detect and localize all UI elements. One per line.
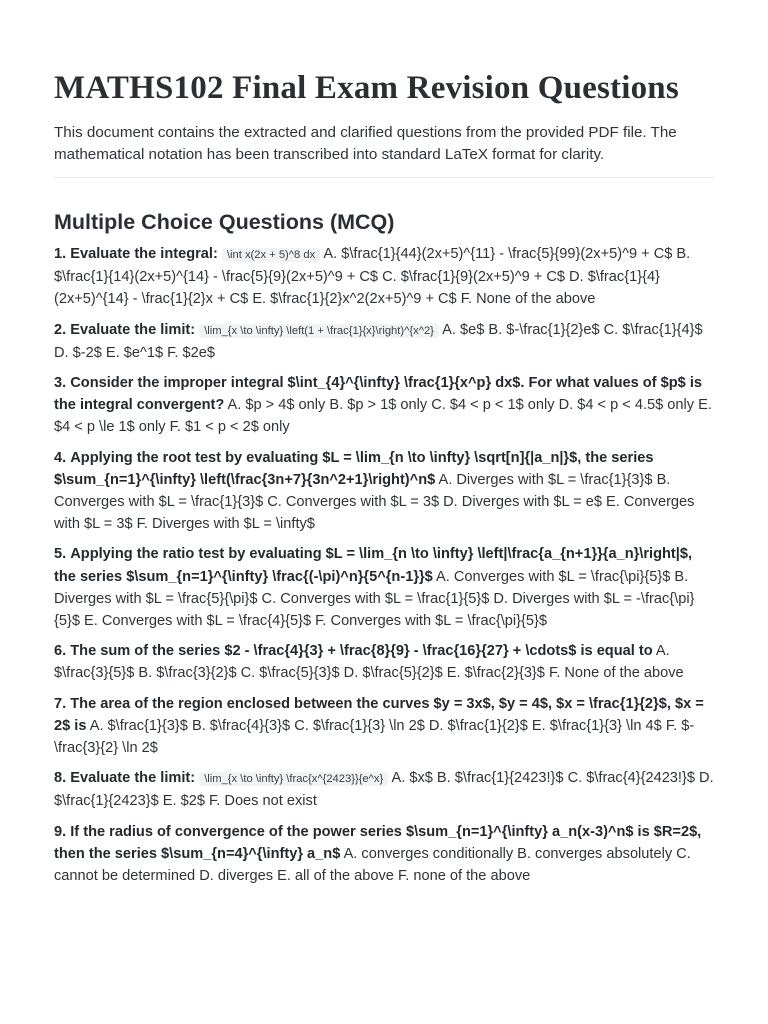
question-options: A. Converges with $L = \frac{\pi}{5}$ B. Diverges with $L = \frac{5}{\pi}$ C. Converges with $L = \frac{1}{5}$ D. Diverges with $L = -\frac{\pi}{5}$ E. Converges with $L = \frac{4}{5}$ F. Converges with $L = \frac{\pi}{5}$ [54,568,695,630]
question-prompt: Evaluate the limit: [70,321,196,338]
question-prompt: Applying the root test by evaluating $L = \lim_{n \to \infty} \sqrt[n]{|a_n|}$, the series $\sum_{n=1}^{\infty} \left(\frac{3n+7}{3n^2+1}\right)^n$ [54,449,654,488]
question-options: A. $e$ B. $-\frac{1}{2}e$ C. $\frac{1}{4}$ D. $-2$ E. $e^1$ F. $2e$ [54,321,703,361]
question-number: 7. [54,695,67,712]
question-options: A. converges conditionally B. converges absolutely C. cannot be determined D. diverges E. all of the above F. none of the above [54,845,691,885]
question-8 [54,767,714,812]
page-title: MATHS102 Final Exam Revision Questions [54,70,679,106]
question-number: 2. [54,321,67,338]
question-options: A. $\frac{3}{5}$ B. $\frac{3}{2}$ C. $\frac{5}{3}$ D. $\frac{5}{2}$ E. $\frac{2}{3}$ F. None of the above [54,643,684,682]
question-9 [54,821,714,888]
section-heading-mcq: Multiple Choice Questions (MCQ) [54,210,395,234]
question-prompt: The sum of the series $2 - \frac{4}{3} + \frac{8}{9} - \frac{16}{27} + \cdots$ is equal to [70,643,653,660]
question-prompt: If the radius of convergence of the power series $\sum_{n=1}^{\infty} a_n(x-3)^n$ is $R=2$, then the series $\sum_{n=4}^{\infty} a_n$ [54,823,702,862]
question-prompt: Evaluate the limit: [70,770,196,787]
question-5 [54,543,714,632]
question-3 [54,372,714,439]
question-number: 4. [54,449,67,466]
question-4 [54,447,714,536]
question-number: 9. [54,823,67,840]
question-6 [54,640,714,684]
question-number: 3. [54,375,67,392]
question-formula: \lim_{x \to \infty} \left(1 + \frac{1}{x}\right)^{x^2} [199,324,439,338]
question-options: A. $x$ B. $\frac{1}{2423!}$ C. $\frac{4}{2423!}$ D. $\frac{1}{2423}$ E. $2$ F. Does not exist [54,770,714,810]
question-options: A. $\frac{1}{3}$ B. $\frac{4}{3}$ C. $\frac{1}{3} \ln 2$ D. $\frac{1}{2}$ E. $\frac{1}{3} \ln 4$ F. $-\frac{3}{2} \ln 2$ [54,717,695,757]
question-prompt: Consider the improper integral $\int_{4}^{\infty} \frac{1}{x^p} dx$. For what values of $p$ is the integral convergent? [54,375,703,414]
question-2 [54,319,714,364]
question-formula: \int x(2x + 5)^8 dx [222,248,320,262]
question-number: 8. [54,770,67,787]
question-number: 6. [54,643,67,660]
question-1 [54,243,714,311]
question-formula: \lim_{x \to \infty} \frac{x^{2423}}{e^x} [199,772,388,786]
question-number: 5. [54,546,67,563]
question-number: 1. [54,246,67,262]
question-options: A. $\frac{1}{44}(2x+5)^{11} - \frac{5}{99}(2x+5)^9 + C$ B. $\frac{1}{14}(2x+5)^{14} - \frac{5}{9}(2x+5)^9 + C$ C. $\frac{1}{9}(2x+5)^9 + C$ D. $\frac{1}{4}(2x+5)^{14} - \frac{1}{2}x + C$ E. $\frac{1}{2}x^2(2x+5)^9 + C$ F. None of the above [54,246,691,308]
question-prompt: The area of the region enclosed between the curves $y = 3x$, $y = 4$, $x = \frac{1}{2}$, $x = 2$ is [54,695,704,734]
intro-paragraph: This document contains the extracted and clarified questions from the provided PDF file. The mathematical notation has been transcribed into standard LaTeX format for clarity. [54,124,677,163]
question-prompt: Evaluate the integral: [70,246,218,262]
divider [54,177,714,178]
question-prompt: Applying the ratio test by evaluating $L = \lim_{n \to \infty} \left|\frac{a_{n+1}}{a_n}\right|$, the series $\sum_{n=1}^{\infty} \frac{(-\pi)^n}{5^{n-1}}$ [54,546,693,585]
question-list [54,243,714,887]
question-options: A. $p > 4$ only B. $p > 1$ only C. $4 < p < 1$ only D. $4 < p < 4.5$ only E. $4 < p \le 1$ only F. $1 < p < 2$ only [54,397,712,436]
question-7 [54,693,714,760]
question-options: A. Diverges with $L = \frac{1}{3}$ B. Converges with $L = \frac{1}{3}$ C. Converges with $L = 3$ D. Diverges with $L = e$ E. Converges with $L = 3$ F. Diverges with $L = \infty$ [54,471,695,533]
